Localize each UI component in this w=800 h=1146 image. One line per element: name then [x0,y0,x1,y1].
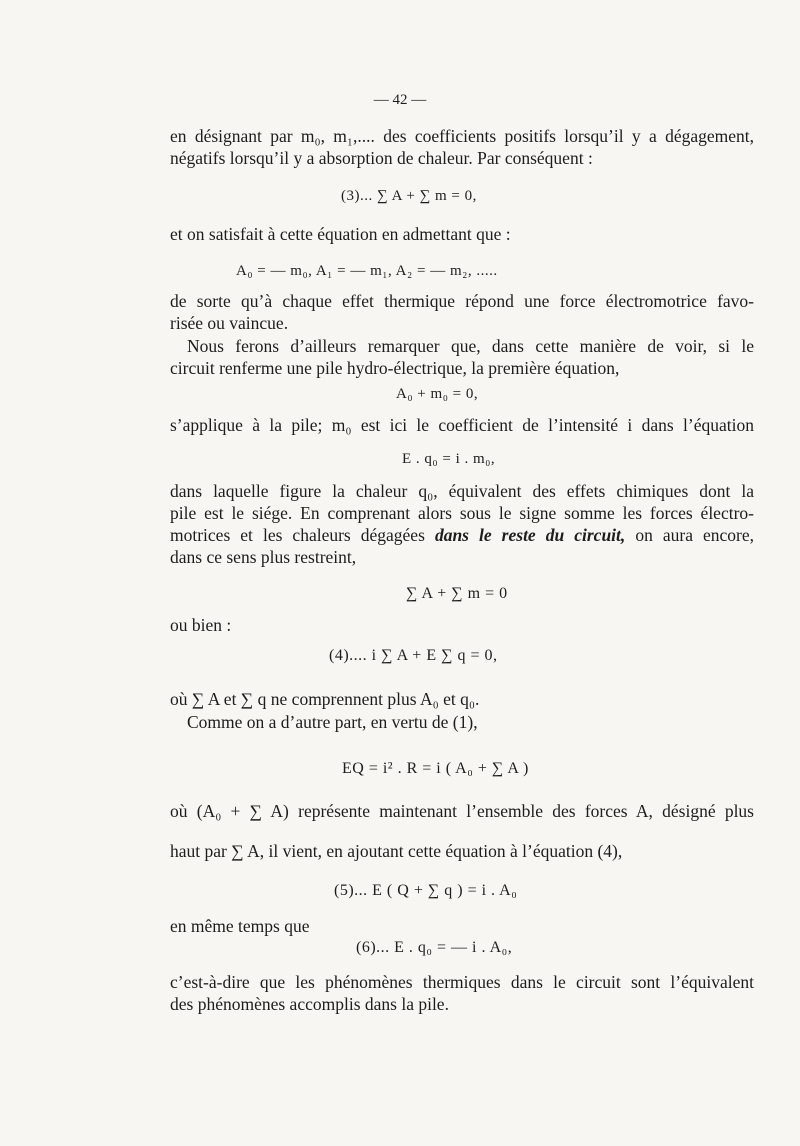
text-span: on aura encore, [635,525,755,545]
italic-span: dans le reste du circuit, [434,525,626,545]
text-line: des phénomènes accomplis dans la pile. [170,994,449,1014]
text-line: en même temps que [170,916,310,936]
text-line: risée ou vaincue. [170,313,289,333]
text-line: où ∑ A et ∑ q ne comprennent plus A₀ et q₀. [170,689,480,709]
text-line: circuit renferme une pile hydro-électrique, la première équation, [170,358,620,378]
equation-6: (6)... E . q₀ = — i . A₀, [356,939,513,956]
equation-sum: ∑ A + ∑ m = 0 [406,585,508,602]
equation-3: (3)... ∑ A + ∑ m = 0, [341,188,477,204]
text-line: et on satisfait à cette équation en admettant que : [170,224,511,244]
page-number: — 42 — [373,92,427,108]
text-line: ou bien : [170,615,232,635]
text-line: en désignant par m₀, m₁,.... des coefficients positifs lorsqu’il y a dégagement, [170,126,754,146]
text-line: haut par ∑ A, il vient, en ajoutant cette équation à l’équation (4), [170,841,623,861]
text-line: dans ce sens plus restreint, [170,547,357,567]
text-line: Nous ferons d’ailleurs remarquer que, dans cette manière de voir, si le [187,336,754,356]
equation-4: (4).... i ∑ A + E ∑ q = 0, [329,647,498,664]
equation-a0: A₀ + m₀ = 0, [396,386,479,402]
equation-e: E . q₀ = i . m₀, [402,451,496,467]
equation-eq: EQ = i² . R = i ( A₀ + ∑ A ) [342,760,529,777]
text-span: motrices et les chaleurs dégagées [170,525,425,545]
text-line: c’est-à-dire que les phénomènes thermiques dans le circuit sont l’équivalent [170,972,754,992]
text-line [170,524,754,546]
text-line: où (A₀ + ∑ A) représente maintenant l’ensemble des forces A, désigné plus [170,801,754,821]
text-line: pile est le siége. En comprenant alors sous le signe somme les forces électro- [170,503,754,523]
equation-5: (5)... E ( Q + ∑ q ) = i . A₀ [334,882,518,899]
text-line: dans laquelle figure la chaleur q₀, équivalent des effets chimiques dont la [170,481,754,501]
text-line: s’applique à la pile; m₀ est ici le coefficient de l’intensité i dans l’équation [170,415,754,435]
text-line: Comme on a d’autre part, en vertu de (1), [187,712,478,732]
equation-a-values: A₀ = — m₀, A₁ = — m₁, A₂ = — m₂, ..... [236,263,498,279]
text-line: négatifs lorsqu’il y a absorption de chaleur. Par conséquent : [170,148,593,168]
text-line: de sorte qu’à chaque effet thermique répond une force électromotrice favo- [170,291,754,311]
